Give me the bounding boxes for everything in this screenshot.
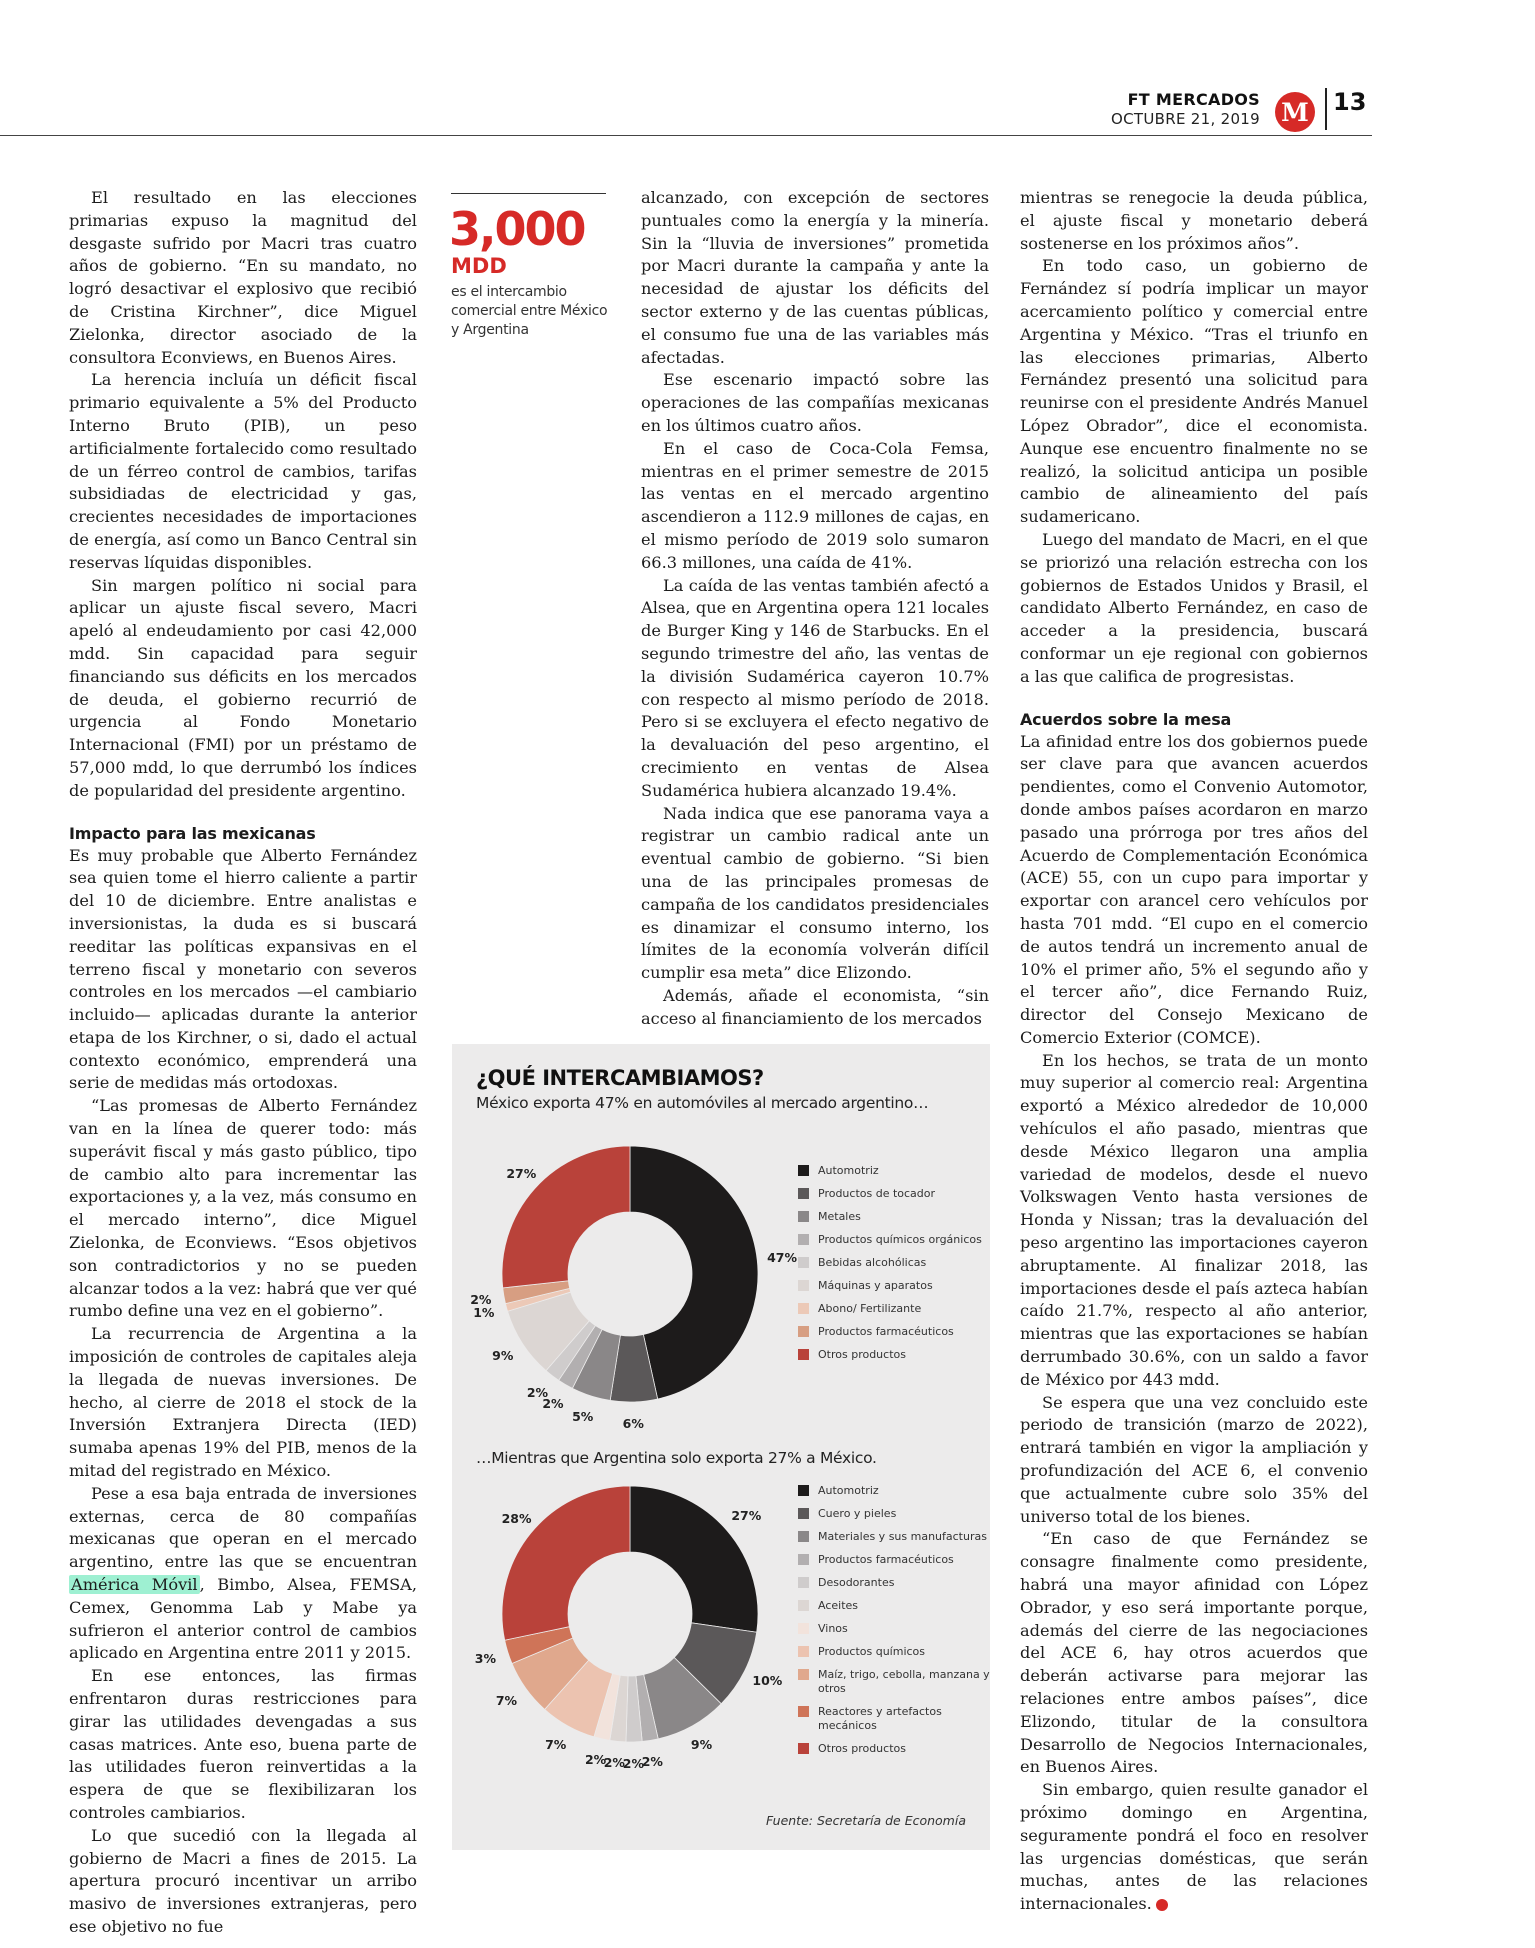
- trade-infographic: [452, 1044, 990, 1850]
- legend-label: Abono/ Fertilizante: [818, 1302, 922, 1315]
- stat-value: 3,000: [449, 202, 585, 256]
- value-label-reactores-y-artefactos-mecanicos: 3%: [474, 1650, 496, 1666]
- paragraph: Lo que sucedió con la llegada al gobierno de Macri a fines de 2015. La apertura procuró incentivar un arribo masivo de inversiones extranjeras, pero ese objetivo no fue: [69, 1825, 417, 1936]
- chart-source: Fuente: Secretaría de Economía: [765, 1813, 966, 1828]
- legend-swatch: [798, 1234, 809, 1245]
- paragraph: [1020, 1779, 1368, 1916]
- paragraph: Sin margen político ni social para aplicar un ajuste fiscal severo, Macri apeló al endeudamiento por casi 42,000 mdd. Sin capacidad para seguir financiando sus déficits en los mercados de deuda, el gobierno recurrió de urgencia al Fondo Monetario Internacional (FMI) por un préstamo de 57,000 mdd, lo que derrumbó los índices de popularidad del presidente argentino.: [69, 575, 417, 800]
- paragraph: Se espera que una vez concluido este periodo de transición (marzo de 2022), entrará también en vigor la ampliación y profundización del ACE 6, el convenio que actualmente cubre solo 35% del universo total de los bienes.: [1020, 1392, 1368, 1526]
- legend-label: Otros productos: [818, 1742, 906, 1755]
- legend-item-otros-productos: [798, 1742, 990, 1756]
- paragraph: “Las promesas de Alberto Fernández van en la línea de querer todo: más superávit fiscal y más gasto público, tipo de cambio alto para incrementar las exportaciones y, a la vez, más consumo en el mercado interno”, dice Miguel Zielonka, de Econviews. “Esos objetivos son contradictorios y no se pueden alcanzar todos a la vez: habrá que ver qué rumbo define una vez en el gobierno”.: [69, 1096, 417, 1321]
- legend-swatch: [798, 1165, 809, 1176]
- value-label-aceites: 2%: [603, 1755, 625, 1771]
- value-label-productos-quimicos-organicos: 2%: [542, 1395, 564, 1411]
- legend-swatch: [798, 1188, 809, 1199]
- legend-item-vinos: [798, 1622, 990, 1636]
- legend-item-productos-farmaceuticos: [798, 1553, 990, 1567]
- paragraph: Nada indica que ese panorama vaya a registrar un cambio radical ante un eventual cambio de gobierno. “Si bien una de las principales promesas de campaña de los candidatos presidenciales es dinamizar el consumo interno, los límites de la economía volverán difícil cumplir esa meta” dice Elizondo.: [641, 803, 989, 983]
- chart-1-subtitle: México exporta 47% en automóviles al mercado argentino…: [476, 1094, 929, 1112]
- legend-label: Productos químicos orgánicos: [818, 1233, 982, 1246]
- legend-item-abono-fertilizante: [798, 1302, 982, 1316]
- legend-item-bebidas-alcoholicas: [798, 1256, 982, 1270]
- value-label-maquinas-y-aparatos: 9%: [492, 1347, 514, 1363]
- highlighted-company[interactable]: América Móvil: [71, 1575, 198, 1595]
- legend-label: Desodorantes: [818, 1576, 895, 1589]
- legend-label: Reactores y artefactos mecánicos: [818, 1705, 942, 1732]
- value-label-materiales-y-sus-manufacturas: 9%: [690, 1737, 713, 1753]
- argentina-exports-donut: [500, 1484, 760, 1744]
- paragraph: En los hechos, se trata de un monto muy superior al comercio real: Argentina exportó a México alrededor de 10,000 vehículos el año pasado, mientras que desde México llegaron una amplia variedad de modelos, desde el nuevo Volkswagen Vento hasta versiones de Honda y Nissan; tras la devaluación del peso argentino las importaciones cayeron abruptamente. Al finalizar 2018, las importaciones desde el país azteca habían caído 21.7%, respecto al año anterior, mientras que las exportaciones se habían derrumbado 30.6%, con un saldo a favor de México por 443 mdd.: [1020, 1050, 1368, 1389]
- value-label-maiz-trigo-cebolla-manzana-y-otros: 7%: [495, 1693, 518, 1708]
- legend-item-otros-productos: [798, 1348, 982, 1362]
- paragraph: alcanzado, con excepción de sectores puntuales como la energía y la minería. Sin la “lluvia de inversiones” prometida por Macri durante la campaña y ante la necesidad de ajustar los déficits del sector externo y de las cuentas públicas, el consumo fue una de las variables más afectadas.: [641, 188, 989, 367]
- issue-date: OCTUBRE 21, 2019: [1111, 110, 1260, 128]
- stat-rule: [451, 193, 606, 194]
- paragraph: mientras se renegocie la deuda pública, el ajuste fiscal y monetario deberá sostenerse en los próximos años”.: [1020, 188, 1368, 253]
- paragraph-text: , Bimbo, Alsea, FEMSA, Cemex, Genomma Lab y Mabe ya sufrieron el anterior control de cambios aplicado en Argentina entre 2011 y 2015.: [69, 1575, 418, 1663]
- end-of-article-icon: [1156, 1899, 1168, 1911]
- legend-label: Vinos: [818, 1622, 848, 1635]
- legend-swatch: [798, 1577, 809, 1588]
- paragraph: En el caso de Coca-Cola Femsa, mientras en el primer semestre de 2015 las ventas en el mercado argentino ascendieron a 112.9 millones de cajas, en el mismo período de 2019 solo sumaron 66.3 millones, una caída de 41%.: [641, 438, 989, 572]
- legend-item-aceites: [798, 1599, 990, 1613]
- legend-item-maiz-trigo-cebolla-manzana-y-otros: [798, 1668, 990, 1696]
- milenio-logo: [1274, 91, 1316, 137]
- value-label-otros-productos: 28%: [501, 1511, 532, 1527]
- value-label-automotriz: 27%: [731, 1507, 762, 1523]
- legend-swatch: [798, 1623, 809, 1634]
- legend-label: Bebidas alcohólicas: [818, 1256, 927, 1269]
- legend-swatch: [798, 1257, 809, 1268]
- legend-swatch: [798, 1485, 809, 1496]
- page-number: 13: [1333, 88, 1367, 116]
- mexico-exports-donut: [500, 1144, 760, 1404]
- article-column-1: [69, 187, 417, 1939]
- legend-item-reactores-y-artefactos-mecanicos: [798, 1705, 990, 1733]
- paragraph: Además, añade el economista, “sin acceso al financiamiento de los mercados: [641, 985, 989, 1028]
- legend-item-desodorantes: [798, 1576, 990, 1590]
- value-label-productos-farmaceuticos: 2%: [470, 1291, 492, 1307]
- slice-otros-productos: [502, 1486, 630, 1640]
- stat-unit: MDD: [451, 254, 507, 278]
- legend-item-automotriz: [798, 1164, 982, 1178]
- legend-item-productos-de-tocador: [798, 1187, 982, 1201]
- value-label-productos-farmaceuticos: 2%: [641, 1754, 663, 1770]
- value-label-cuero-y-pieles: 10%: [752, 1672, 783, 1688]
- legend-item-productos-farmaceuticos: [798, 1325, 982, 1339]
- legend-label: Automotriz: [818, 1164, 879, 1177]
- value-label-metales: 5%: [572, 1408, 594, 1424]
- legend-label: Materiales y sus manufacturas: [818, 1530, 987, 1543]
- value-label-desodorantes: 2%: [622, 1755, 644, 1771]
- chart-1-legend: [798, 1164, 982, 1371]
- paragraph: En todo caso, un gobierno de Fernández sí podría implicar un mayor acercamiento político y comercial entre Argentina y México. “Tras el triunfo en las elecciones primarias, Alberto Fernández presentó una solicitud para reunirse con el presidente Andrés Manuel López Obrador”, dice el economista. Aunque ese encuentro finalmente no se realizó, la solicitud anticipa un posible cambio de alineamiento del país sudamericano.: [1020, 256, 1368, 527]
- legend-label: Productos químicos: [818, 1645, 926, 1658]
- legend-swatch: [798, 1554, 809, 1565]
- value-label-productos-de-tocador: 6%: [622, 1415, 644, 1431]
- value-label-abono-fertilizante: 1%: [473, 1305, 495, 1321]
- paragraph-text: Sin embargo, quien resulte ganador el próximo domingo en Argentina, seguramente pondrá el foco en resolver las urgencias domésticas, que serán muchas, antes de las relaciones internacionales.: [1020, 1780, 1368, 1914]
- legend-swatch: [798, 1706, 809, 1717]
- legend-label: Metales: [818, 1210, 861, 1223]
- value-label-vinos: 2%: [584, 1752, 607, 1768]
- legend-item-productos-quimicos: [798, 1645, 990, 1659]
- legend-swatch: [798, 1303, 809, 1314]
- chart-2-legend: [798, 1484, 990, 1765]
- legend-item-cuero-y-pieles: [798, 1507, 990, 1521]
- stat-caption: es el intercambio comercial entre México y Argentina: [451, 284, 608, 338]
- legend-label: Maíz, trigo, cebolla, manzana y otros: [818, 1668, 990, 1695]
- paragraph: La recurrencia de Argentina a la imposición de controles de capitales aleja la llegada de nuevas inversiones. De hecho, al cierre de 2018 el stock de la Inversión Extranjera Directa (IED) sumaba apenas 19% del PIB, menos de la mitad del registrado en México.: [69, 1324, 417, 1481]
- logo-letter: M: [1281, 98, 1309, 127]
- legend-label: Cuero y pieles: [818, 1507, 897, 1520]
- paragraph: Ese escenario impactó sobre las operaciones de las compañías mexicanas en los últimos cuatro años.: [641, 370, 989, 435]
- legend-swatch: [798, 1531, 809, 1542]
- subheading: Impacto para las mexicanas: [69, 823, 316, 843]
- value-label-bebidas-alcoholicas: 2%: [526, 1385, 549, 1401]
- legend-item-materiales-y-sus-manufacturas: [798, 1530, 990, 1544]
- legend-swatch: [798, 1349, 809, 1360]
- legend-label: Automotriz: [818, 1484, 879, 1497]
- chart-2-subtitle: …Mientras que Argentina solo exporta 27% a México.: [476, 1449, 877, 1467]
- paragraph: La caída de las ventas también afectó a Alsea, que en Argentina opera 121 locales de Burger King y 146 de Starbucks. En el segundo trimestre del año, las ventas de la división Sudamérica cayeron 10.7% con respecto al mismo período de 2018. Pero si se excluyera el efecto negativo de la devaluación del peso argentino, el crecimiento en ventas de Alsea Sudamérica hubiera alcanzado 19.4%.: [641, 575, 989, 800]
- legend-label: Máquinas y aparatos: [818, 1279, 933, 1292]
- legend-label: Productos farmacéuticos: [818, 1553, 954, 1566]
- value-label-productos-quimicos: 7%: [545, 1737, 567, 1753]
- section-title: FT MERCADOS: [1127, 90, 1260, 109]
- legend-swatch: [798, 1326, 809, 1337]
- subheading: Acuerdos sobre la mesa: [1020, 709, 1232, 729]
- legend-item-automotriz: [798, 1484, 990, 1498]
- paragraph: El resultado en las elecciones primarias expuso la magnitud del desgaste sufrido por Macri tras cuatro años de gobierno. “En su mandato, no logró desactivar el explosivo que recibió de Cristina Kirchner”, dice Miguel Zielonka, director asociado de la consultora Econviews, en Buenos Aires.: [69, 188, 417, 367]
- paragraph: Es muy probable que Alberto Fernández sea quien tome el hierro caliente a partir del 10 de diciembre. Entre analistas e inversionistas, la duda es si buscará reeditar las políticas expansivas en el terreno fiscal y monetario con severos controles en los mercados —el cambiario incluido— aplicadas durante la anterior etapa de los Kirchner, o si, dado el actual contexto económico, emprenderá una serie de medidas más ortodoxas.: [69, 845, 417, 1093]
- paragraph: En ese entonces, las firmas enfrentaron duras restricciones para girar las utilidades devengadas a sus casas matrices. Ante eso, buena parte de las utilidades fueron reinvertidas a la espera de que se flexibilizaran los controles cambiarios.: [69, 1666, 417, 1822]
- article-column-2: [641, 187, 989, 1030]
- header-rule: [0, 135, 1372, 136]
- legend-item-maquinas-y-aparatos: [798, 1279, 982, 1293]
- paragraph: La herencia incluía un déficit fiscal primario equivalente a 5% del Producto Interno Bruto (PIB), un peso artificialmente fortalecido como resultado de un férreo control de cambios, tarifas subsidiadas de electricidad y gas, crecientes necesidades de importaciones de energía, así como un Banco Central sin reservas líquidas disponibles.: [69, 370, 417, 572]
- value-label-otros-productos: 27%: [506, 1165, 537, 1181]
- legend-swatch: [798, 1280, 809, 1291]
- legend-item-metales: [798, 1210, 982, 1224]
- legend-label: Productos farmacéuticos: [818, 1325, 954, 1338]
- article-column-3: [1020, 187, 1368, 1916]
- infographic-title: ¿QUÉ INTERCAMBIAMOS?: [476, 1066, 764, 1090]
- legend-swatch: [798, 1743, 809, 1754]
- legend-label: Otros productos: [818, 1348, 906, 1361]
- paragraph: [69, 1483, 417, 1665]
- legend-swatch: [798, 1211, 809, 1222]
- legend-label: Aceites: [818, 1599, 859, 1612]
- value-label-automotriz: 47%: [767, 1249, 798, 1265]
- header-divider: [1325, 88, 1327, 130]
- paragraph: Luego del mandato de Macri, en el que se priorizó una relación estrecha con los gobiernos de Estados Unidos y Brasil, el candidato Alberto Fernández, en caso de acceder a la presidencia, buscará conformar un eje regional con gobiernos a las que califica de progresistas.: [1020, 529, 1368, 686]
- legend-swatch: [798, 1646, 809, 1657]
- paragraph-text: Pese a esa baja entrada de inversiones externas, cerca de 80 compañías mexicanas que operan en el mercado argentino, entre las que se encuentran: [69, 1483, 417, 1572]
- legend-swatch: [798, 1600, 809, 1611]
- legend-item-productos-quimicos-organicos: [798, 1233, 982, 1247]
- paragraph: La afinidad entre los dos gobiernos puede ser clave para que avancen acuerdos pendientes, como el Convenio Automotor, donde ambos países acordaron en marzo pasado una prórroga por tres años del Acuerdo de Complementación Económica (ACE) 55, con un cupo para importar y exportar con arancel cero vehículos por hasta 701 mdd. “El cupo en el comercio de autos tendrá un incremento anual de 10% el primer año, 5% el segundo año y el tercer año”, dice Fernando Ruiz, director del Consejo Mexicano de Comercio Exterior (COMCE).: [1020, 731, 1368, 1047]
- legend-swatch: [798, 1508, 809, 1519]
- paragraph: “En caso de que Fernández se consagre finalmente como presidente, habrá una mayor afinidad con López Obrador, y eso será importante porque, además del cierre de las negociaciones del ACE 6, hay otros acuerdos que deberán activarse para mejorar las relaciones entre ambos países”, dice Elizondo, titular de la consultora Desarrollo de Negocios Internacionales, en Buenos Aires.: [1020, 1529, 1368, 1777]
- legend-label: Productos de tocador: [818, 1187, 936, 1200]
- legend-swatch: [798, 1669, 809, 1680]
